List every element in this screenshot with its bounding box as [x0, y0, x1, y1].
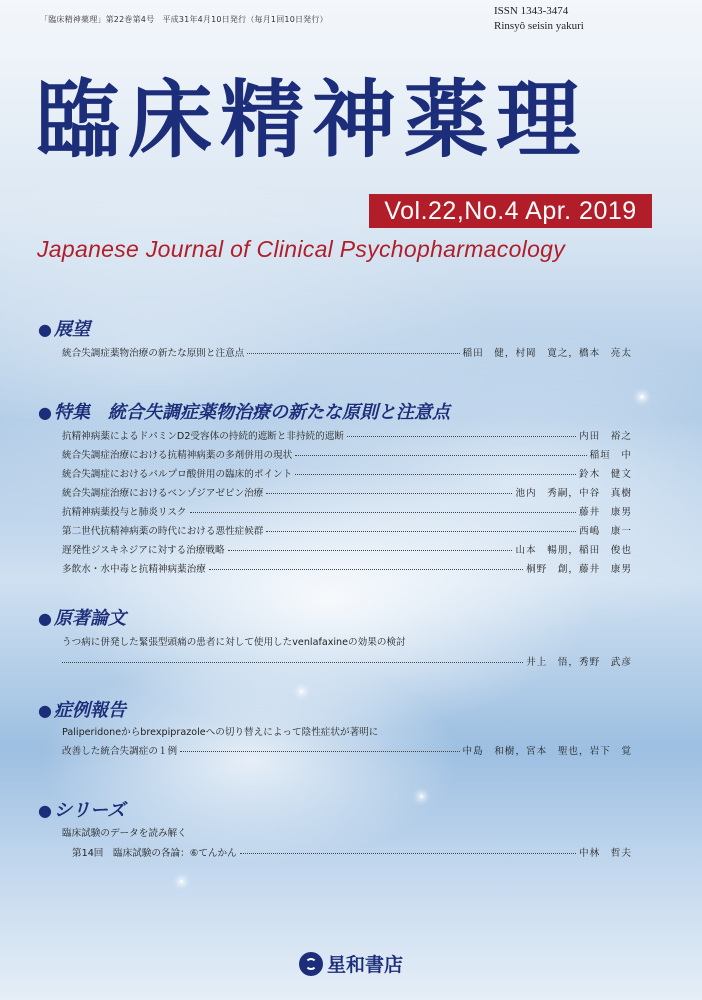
toc-entry: 抗精神病薬によるドパミンD2受容体の持続的遮断と非持続的遮断 内田 裕之 — [62, 431, 632, 442]
section-tokushu-heading: ● 特集 統合失調症薬物治療の新たな原則と注意点 — [38, 402, 450, 423]
bullet-icon: ● — [38, 801, 52, 820]
sparkle — [300, 690, 303, 693]
section-series-heading: ● シリーズ — [38, 800, 126, 821]
toc-entry-title: うつ病に併発した緊張型頭痛の患者に対して使用したvenlafaxineの効果の検討 — [62, 637, 406, 648]
toc-entry: 改善した統合失調症の１例 中島 和樹，宮本 聖也，岩下 覚 — [62, 746, 632, 757]
bullet-icon: ● — [38, 320, 52, 339]
sparkle — [420, 795, 423, 798]
publisher: 星和書店 — [0, 950, 702, 978]
journal-title: 臨床精神薬理 — [36, 71, 589, 169]
toc-entry: 遅発性ジスキネジアに対する治療戦略 山本 暢朋，稲田 俊也 — [62, 545, 632, 556]
toc-entry: 多飲水・水中毒と抗精神病薬治療 桐野 創，藤井 康男 — [62, 564, 632, 575]
toc-entry: 井上 悟，秀野 武彦 — [62, 654, 632, 668]
bullet-icon: ● — [38, 403, 52, 422]
romaji-title: Rinsyô seisin yakuri — [494, 20, 584, 32]
bullet-icon: ● — [38, 609, 52, 628]
toc-entry: 抗精神病薬投与と肺炎リスク 藤井 康男 — [62, 507, 632, 518]
toc-entry-title: Paliperidoneからbrexpiprazoleへの切り替えによって陰性症状が著明に — [62, 727, 379, 738]
issn: ISSN 1343-3474 — [494, 5, 569, 17]
section-tenbo-heading: ● 展望 — [38, 319, 90, 340]
toc-entry: 統合失調症薬物治療の新たな原則と注意点 稲田 健，村岡 寛之，橋本 亮太 — [62, 348, 632, 359]
volume-badge: Vol.22,No.4 Apr. 2019 — [369, 194, 652, 228]
bullet-icon: ● — [38, 701, 52, 720]
section-shorei-heading: ● 症例報告 — [38, 700, 126, 721]
journal-subtitle: Japanese Journal of Clinical Psychopharmacology — [37, 236, 566, 262]
toc-entry: 統合失調症におけるバルプロ酸併用の臨床的ポイント 鈴木 健文 — [62, 469, 632, 480]
toc-entry: 統合失調症治療における抗精神病薬の多剤併用の現状 稲垣 中 — [62, 450, 632, 461]
sparkle — [180, 880, 183, 883]
publisher-logo-icon — [299, 952, 323, 976]
sparkle — [640, 395, 644, 399]
toc-entry: 統合失調症治療におけるベンゾジアゼピン治療 池内 秀嗣，中谷 真樹 — [62, 488, 632, 499]
issn-block — [494, 4, 584, 34]
header-issue-line: 「臨床精神薬理」第22巻第4号 平成31年4月10日発行（毎月1回10日発行） — [40, 15, 328, 24]
toc-entry: 第14回 臨床試験の各論：⑥てんかん 中林 哲夫 — [72, 848, 632, 859]
series-name: 臨床試験のデータを読み解く — [62, 828, 187, 839]
section-gencho-heading: ● 原著論文 — [38, 608, 126, 629]
toc-entry: 第二世代抗精神病薬の時代における悪性症候群 西嶋 康一 — [62, 526, 632, 537]
